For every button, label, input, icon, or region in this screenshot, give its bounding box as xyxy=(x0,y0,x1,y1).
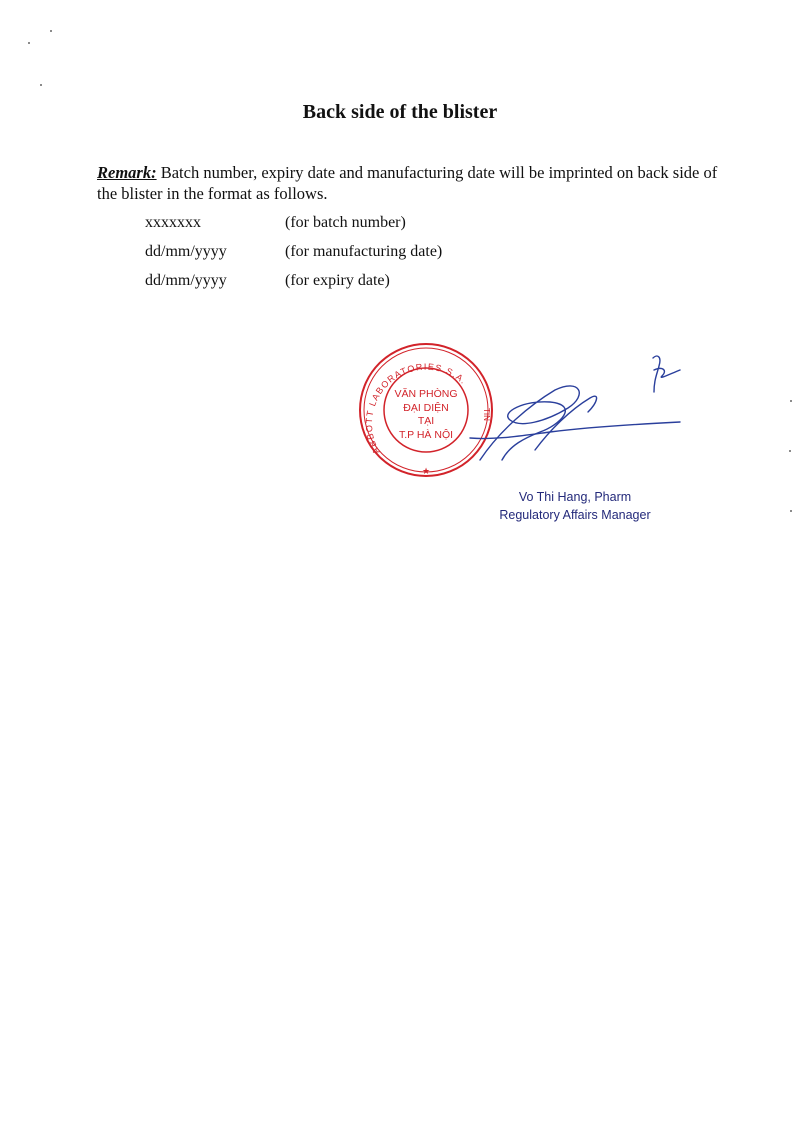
format-code: xxxxxxx xyxy=(145,214,201,231)
format-row-manufacturing xyxy=(145,243,442,261)
seal-line-3: TẠI xyxy=(417,415,435,427)
signer-block xyxy=(460,488,690,524)
scan-speck xyxy=(28,42,30,44)
remark-paragraph xyxy=(97,162,722,204)
handwritten-signature xyxy=(440,350,700,470)
format-desc: (for batch number) xyxy=(285,214,406,231)
scan-speck xyxy=(40,84,42,86)
remark-text: Batch number, expiry date and manufacturing date will be imprinted on back side of the blister in the format as follows. xyxy=(97,163,718,203)
signer-role: Regulatory Affairs Manager xyxy=(499,508,651,522)
format-desc: (for expiry date) xyxy=(285,272,390,289)
scan-speck xyxy=(790,400,792,402)
seal-line-4: T.P HÀ NỘI xyxy=(398,429,454,441)
seal-line-2: ĐẠI DIỆN xyxy=(403,402,449,414)
seal-ring-text: ABBOTT LABORATORIES S.A. xyxy=(363,361,469,456)
format-row-batch xyxy=(145,214,406,232)
scan-speck xyxy=(790,510,792,512)
page-title: Back side of the blister xyxy=(302,101,498,123)
format-code: dd/mm/yyyy xyxy=(145,272,227,289)
scan-speck xyxy=(789,450,791,452)
seal-line-1: VĂN PHÒNG xyxy=(394,388,458,400)
seal-side-text: TIN xyxy=(482,408,491,421)
remark-label: Remark: xyxy=(97,163,157,182)
format-desc: (for manufacturing date) xyxy=(285,243,443,260)
format-row-expiry xyxy=(145,272,390,290)
scan-speck xyxy=(50,30,52,32)
seal-star-icon: ★ xyxy=(421,466,431,476)
signer-name: Vo Thi Hang, Pharm xyxy=(518,490,632,504)
format-code: dd/mm/yyyy xyxy=(145,243,227,260)
